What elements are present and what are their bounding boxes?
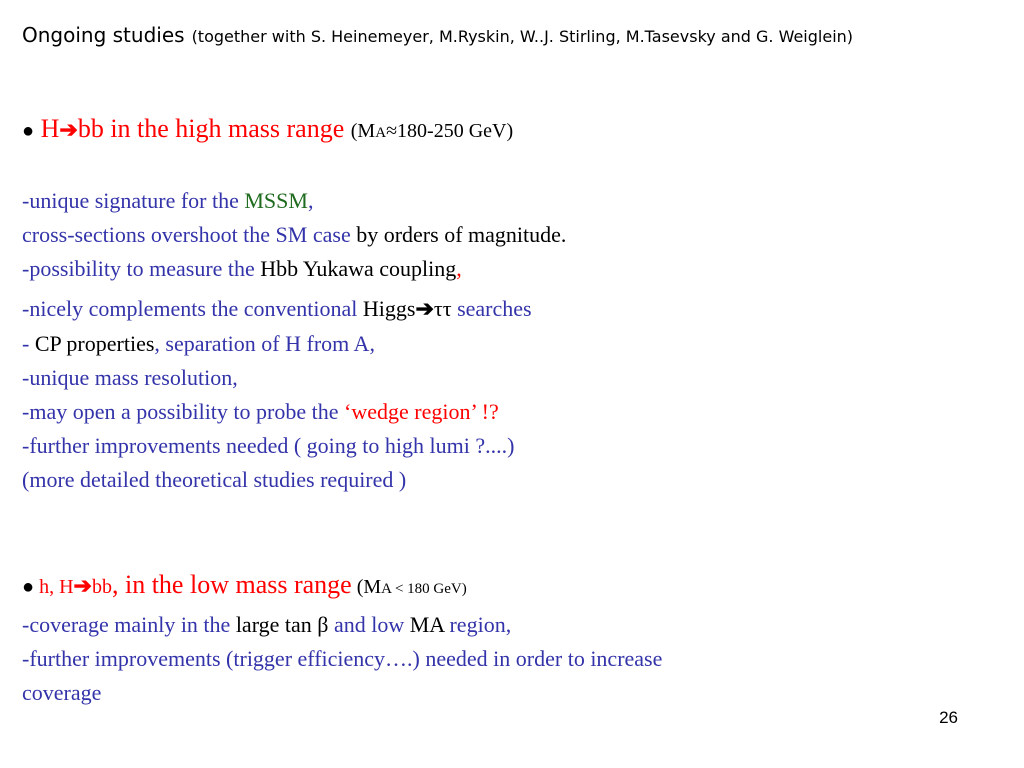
mass-label (351, 120, 513, 142)
text: by orders of magnitude. (350, 222, 567, 247)
mass-open: (M (351, 576, 382, 598)
section2-heading (22, 572, 467, 602)
text: and low (328, 612, 410, 637)
text: , (307, 188, 314, 213)
header-authors: (together with S. Heinemeyer, M.Ryskin, W..J. Stirling, M.Tasevsky and G. Weiglein) (191, 27, 854, 46)
text: -unique signature for the (22, 188, 245, 213)
text: -further improvements (trigger efficiency….) needed in order to increase (22, 646, 663, 671)
coverage-line-3 (22, 680, 101, 706)
page-number: 26 (939, 708, 958, 727)
section1-heading (22, 116, 513, 146)
coverage-line-1 (22, 612, 511, 638)
coverage-line-2 (22, 646, 662, 672)
text-line-8 (22, 433, 514, 459)
arrow-icon: ➔ (59, 117, 78, 142)
text: , separation of H from A, (154, 331, 375, 356)
text: -may open a possibility to probe the (22, 399, 344, 424)
text: -possibility to measure the (22, 256, 261, 281)
mass-sub: A (381, 581, 392, 597)
text: MA (409, 612, 444, 637)
mass-sub: A (375, 125, 387, 141)
slide-header (22, 22, 853, 50)
mass-rest: < 180 GeV) (391, 581, 467, 597)
heading-h: H (40, 114, 60, 143)
text-line-6 (22, 365, 238, 391)
text-line-5 (22, 331, 375, 357)
heading-h: h, H (34, 576, 74, 598)
arrow-icon: ➔ (73, 573, 92, 598)
text: CP properties (34, 331, 155, 356)
arrow-icon: ➔ (415, 296, 434, 321)
text: Hbb Yukawa coupling (260, 256, 457, 281)
bullet: ● (22, 576, 35, 598)
text: cross-sections overshoot the SM case (22, 222, 351, 247)
bullet: ● (22, 120, 35, 142)
heading-text: bb in the high mass range (77, 114, 345, 143)
text: (more detailed theoretical studies required ) (22, 467, 407, 492)
text: Higgs (362, 296, 416, 321)
text: -unique mass resolution, (22, 365, 238, 390)
tau-symbol: ττ (433, 296, 452, 321)
mssm-text: MSSM (244, 188, 308, 213)
text-line-9 (22, 467, 406, 493)
text-line-1 (22, 188, 313, 214)
text: region, (443, 612, 512, 637)
text: -coverage mainly in the (22, 612, 236, 637)
wedge-region-text: ‘wedge region (344, 399, 471, 424)
mass-range: ≈180-250 GeV) (386, 120, 514, 142)
text: large tan (235, 612, 318, 637)
text: -further improvements needed ( going to high lumi ?....) (22, 433, 515, 458)
text: searches (451, 296, 532, 321)
header-title: Ongoing studies (22, 23, 185, 47)
heading-text: , in the low mass range (111, 570, 352, 599)
heading-bb: bb (91, 576, 112, 598)
text-line-7 (22, 399, 499, 425)
text: , (456, 256, 462, 281)
mass-open: (M (350, 120, 376, 142)
text: coverage (22, 680, 102, 705)
text: -nicely complements the conventional (22, 296, 363, 321)
beta-symbol: β (317, 612, 329, 637)
text-line-3 (22, 256, 462, 282)
text: - (22, 331, 35, 356)
text-line-2 (22, 222, 566, 248)
text: ’ !? (470, 399, 499, 424)
text-line-4 (22, 296, 532, 322)
